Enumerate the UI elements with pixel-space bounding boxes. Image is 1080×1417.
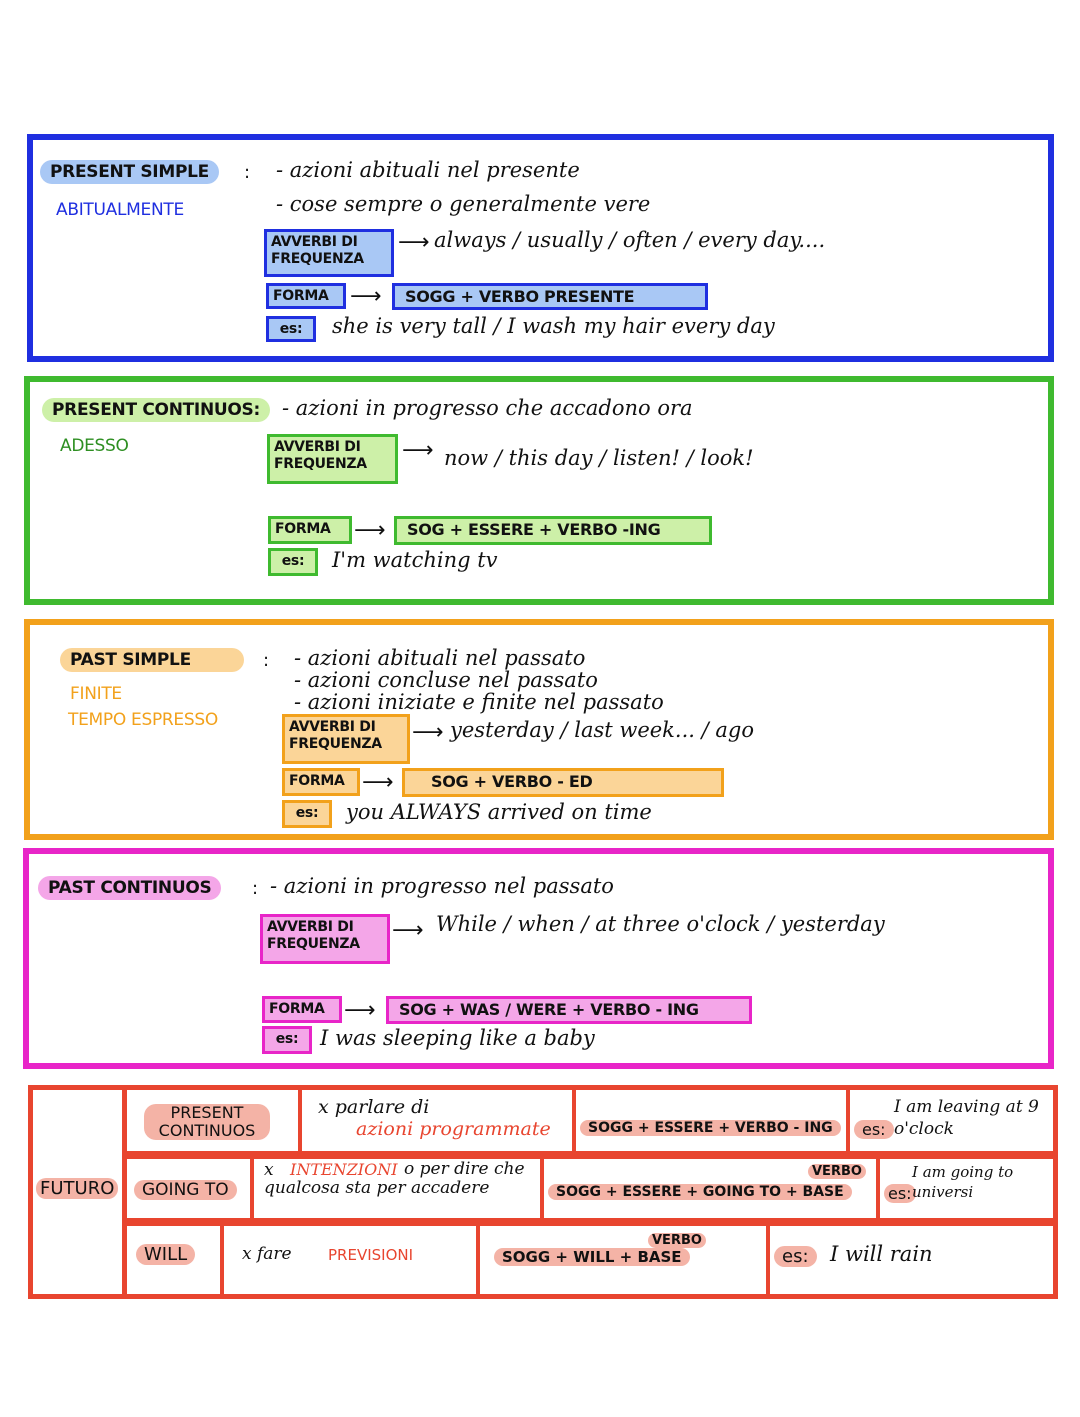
arrow-icon: ⟶ bbox=[398, 230, 430, 255]
example-label: es: bbox=[282, 800, 332, 828]
adverbs-list: yesterday / last week... / ago bbox=[450, 718, 754, 742]
tense-label: PRESENT CONTINUOS bbox=[144, 1104, 270, 1140]
divider bbox=[298, 1085, 302, 1155]
example-text: you ALWAYS arrived on time bbox=[346, 800, 652, 824]
arrow-icon: ⟶ bbox=[402, 438, 434, 463]
divider bbox=[476, 1222, 480, 1299]
divider bbox=[766, 1222, 770, 1299]
bullet: - azioni abituali nel presente bbox=[276, 158, 580, 182]
form-label: FORMA bbox=[266, 283, 346, 309]
use-highlight: azioni programmate bbox=[356, 1118, 551, 1140]
form-formula: SOG + WAS / WERE + VERBO - ING bbox=[386, 996, 752, 1024]
bullet: - azioni concluse nel passato bbox=[294, 668, 598, 692]
past-simple-title: PAST SIMPLE bbox=[60, 648, 244, 672]
bullet: - cose sempre o generalmente vere bbox=[276, 192, 651, 216]
use-highlight: INTENZIONI bbox=[290, 1160, 398, 1179]
example-text: I am leaving at 9 o'clock bbox=[894, 1097, 1039, 1139]
adverbs-label: AVVERBI DI FREQUENZA bbox=[267, 434, 398, 484]
adverbs-list: always / usually / often / every day.... bbox=[434, 228, 826, 252]
adverbs-label: AVVERBI DI FREQUENZA bbox=[260, 914, 390, 964]
divider bbox=[220, 1222, 224, 1299]
present-simple-subtitle: ABITUALMENTE bbox=[56, 200, 184, 220]
bullet: - azioni in progresso che accadono ora bbox=[282, 396, 693, 420]
form-formula: SOGG + ESSERE + GOING TO + BASE bbox=[548, 1184, 852, 1200]
example-label: es: bbox=[854, 1120, 894, 1139]
divider bbox=[846, 1085, 850, 1155]
form-top: VERBO bbox=[648, 1233, 706, 1248]
arrow-icon: ⟶ bbox=[362, 770, 394, 795]
form-label: FORMA bbox=[268, 516, 352, 544]
present-continuous-subtitle: ADESSO bbox=[60, 436, 129, 456]
arrow-icon: ⟶ bbox=[392, 918, 424, 943]
past-simple-subtitle: FINITE bbox=[70, 684, 122, 704]
use-suffix: o per dire che qualcosa sta per accadere bbox=[264, 1159, 525, 1198]
past-continuous-title: PAST CONTINUOS bbox=[38, 876, 221, 900]
colon: : bbox=[244, 162, 251, 183]
adverbs-label: AVVERBI DI FREQUENZA bbox=[282, 714, 410, 764]
example-text: I'm watching tv bbox=[332, 548, 498, 572]
example-label: es: bbox=[262, 1026, 312, 1054]
use-prefix: x parlare di bbox=[318, 1096, 430, 1118]
form-label: FORMA bbox=[262, 996, 342, 1023]
colon: : bbox=[263, 650, 270, 671]
use-highlight: PREVISIONI bbox=[328, 1246, 414, 1264]
divider bbox=[876, 1155, 880, 1222]
form-formula: SOGG + ESSERE + VERBO - ING bbox=[580, 1120, 841, 1136]
futuro-label: FUTURO bbox=[36, 1178, 118, 1199]
use-prefix: x bbox=[264, 1160, 274, 1180]
present-simple-title: PRESENT SIMPLE bbox=[40, 160, 219, 184]
example-text: I am going to universi bbox=[912, 1163, 1014, 1201]
arrow-icon: ⟶ bbox=[412, 720, 444, 745]
example-label: es: bbox=[268, 548, 318, 576]
example-text: she is very tall / I wash my hair every day bbox=[332, 314, 775, 338]
example-label: es: bbox=[774, 1246, 817, 1267]
past-simple-subtitle: TEMPO ESPRESSO bbox=[68, 710, 218, 730]
form-formula: SOG + ESSERE + VERBO -ING bbox=[394, 516, 712, 545]
form-formula: SOGG + VERBO PRESENTE bbox=[392, 283, 708, 310]
form-label: FORMA bbox=[282, 768, 360, 796]
bullet: - azioni in progresso nel passato bbox=[270, 874, 614, 898]
divider bbox=[572, 1085, 576, 1155]
tense-label: GOING TO bbox=[134, 1180, 237, 1200]
example-text: I will rain bbox=[830, 1242, 933, 1266]
adverbs-list: now / this day / listen! / look! bbox=[444, 446, 754, 470]
bullet: - azioni abituali nel passato bbox=[294, 646, 586, 670]
form-top: VERBO bbox=[808, 1164, 866, 1179]
use-prefix: x fare bbox=[242, 1244, 292, 1264]
colon: : bbox=[252, 878, 259, 899]
adverbs-label: AVVERBI DI FREQUENZA bbox=[264, 229, 394, 277]
form-formula: SOG + VERBO - ED bbox=[402, 768, 724, 797]
arrow-icon: ⟶ bbox=[350, 284, 382, 309]
divider bbox=[540, 1155, 544, 1222]
form-formula: SOGG + WILL + BASE bbox=[494, 1248, 690, 1266]
example-text: I was sleeping like a baby bbox=[320, 1026, 595, 1050]
arrow-icon: ⟶ bbox=[344, 998, 376, 1023]
example-label: es: bbox=[266, 316, 316, 342]
tense-label: WILL bbox=[136, 1244, 195, 1265]
adverbs-list: While / when / at three o'clock / yesterday bbox=[436, 912, 885, 936]
example-label: es: bbox=[884, 1184, 916, 1203]
present-continuous-title: PRESENT CONTINUOS: bbox=[42, 398, 270, 422]
divider bbox=[250, 1155, 254, 1222]
bullet: - azioni iniziate e finite nel passato bbox=[294, 690, 664, 714]
arrow-icon: ⟶ bbox=[354, 518, 386, 543]
